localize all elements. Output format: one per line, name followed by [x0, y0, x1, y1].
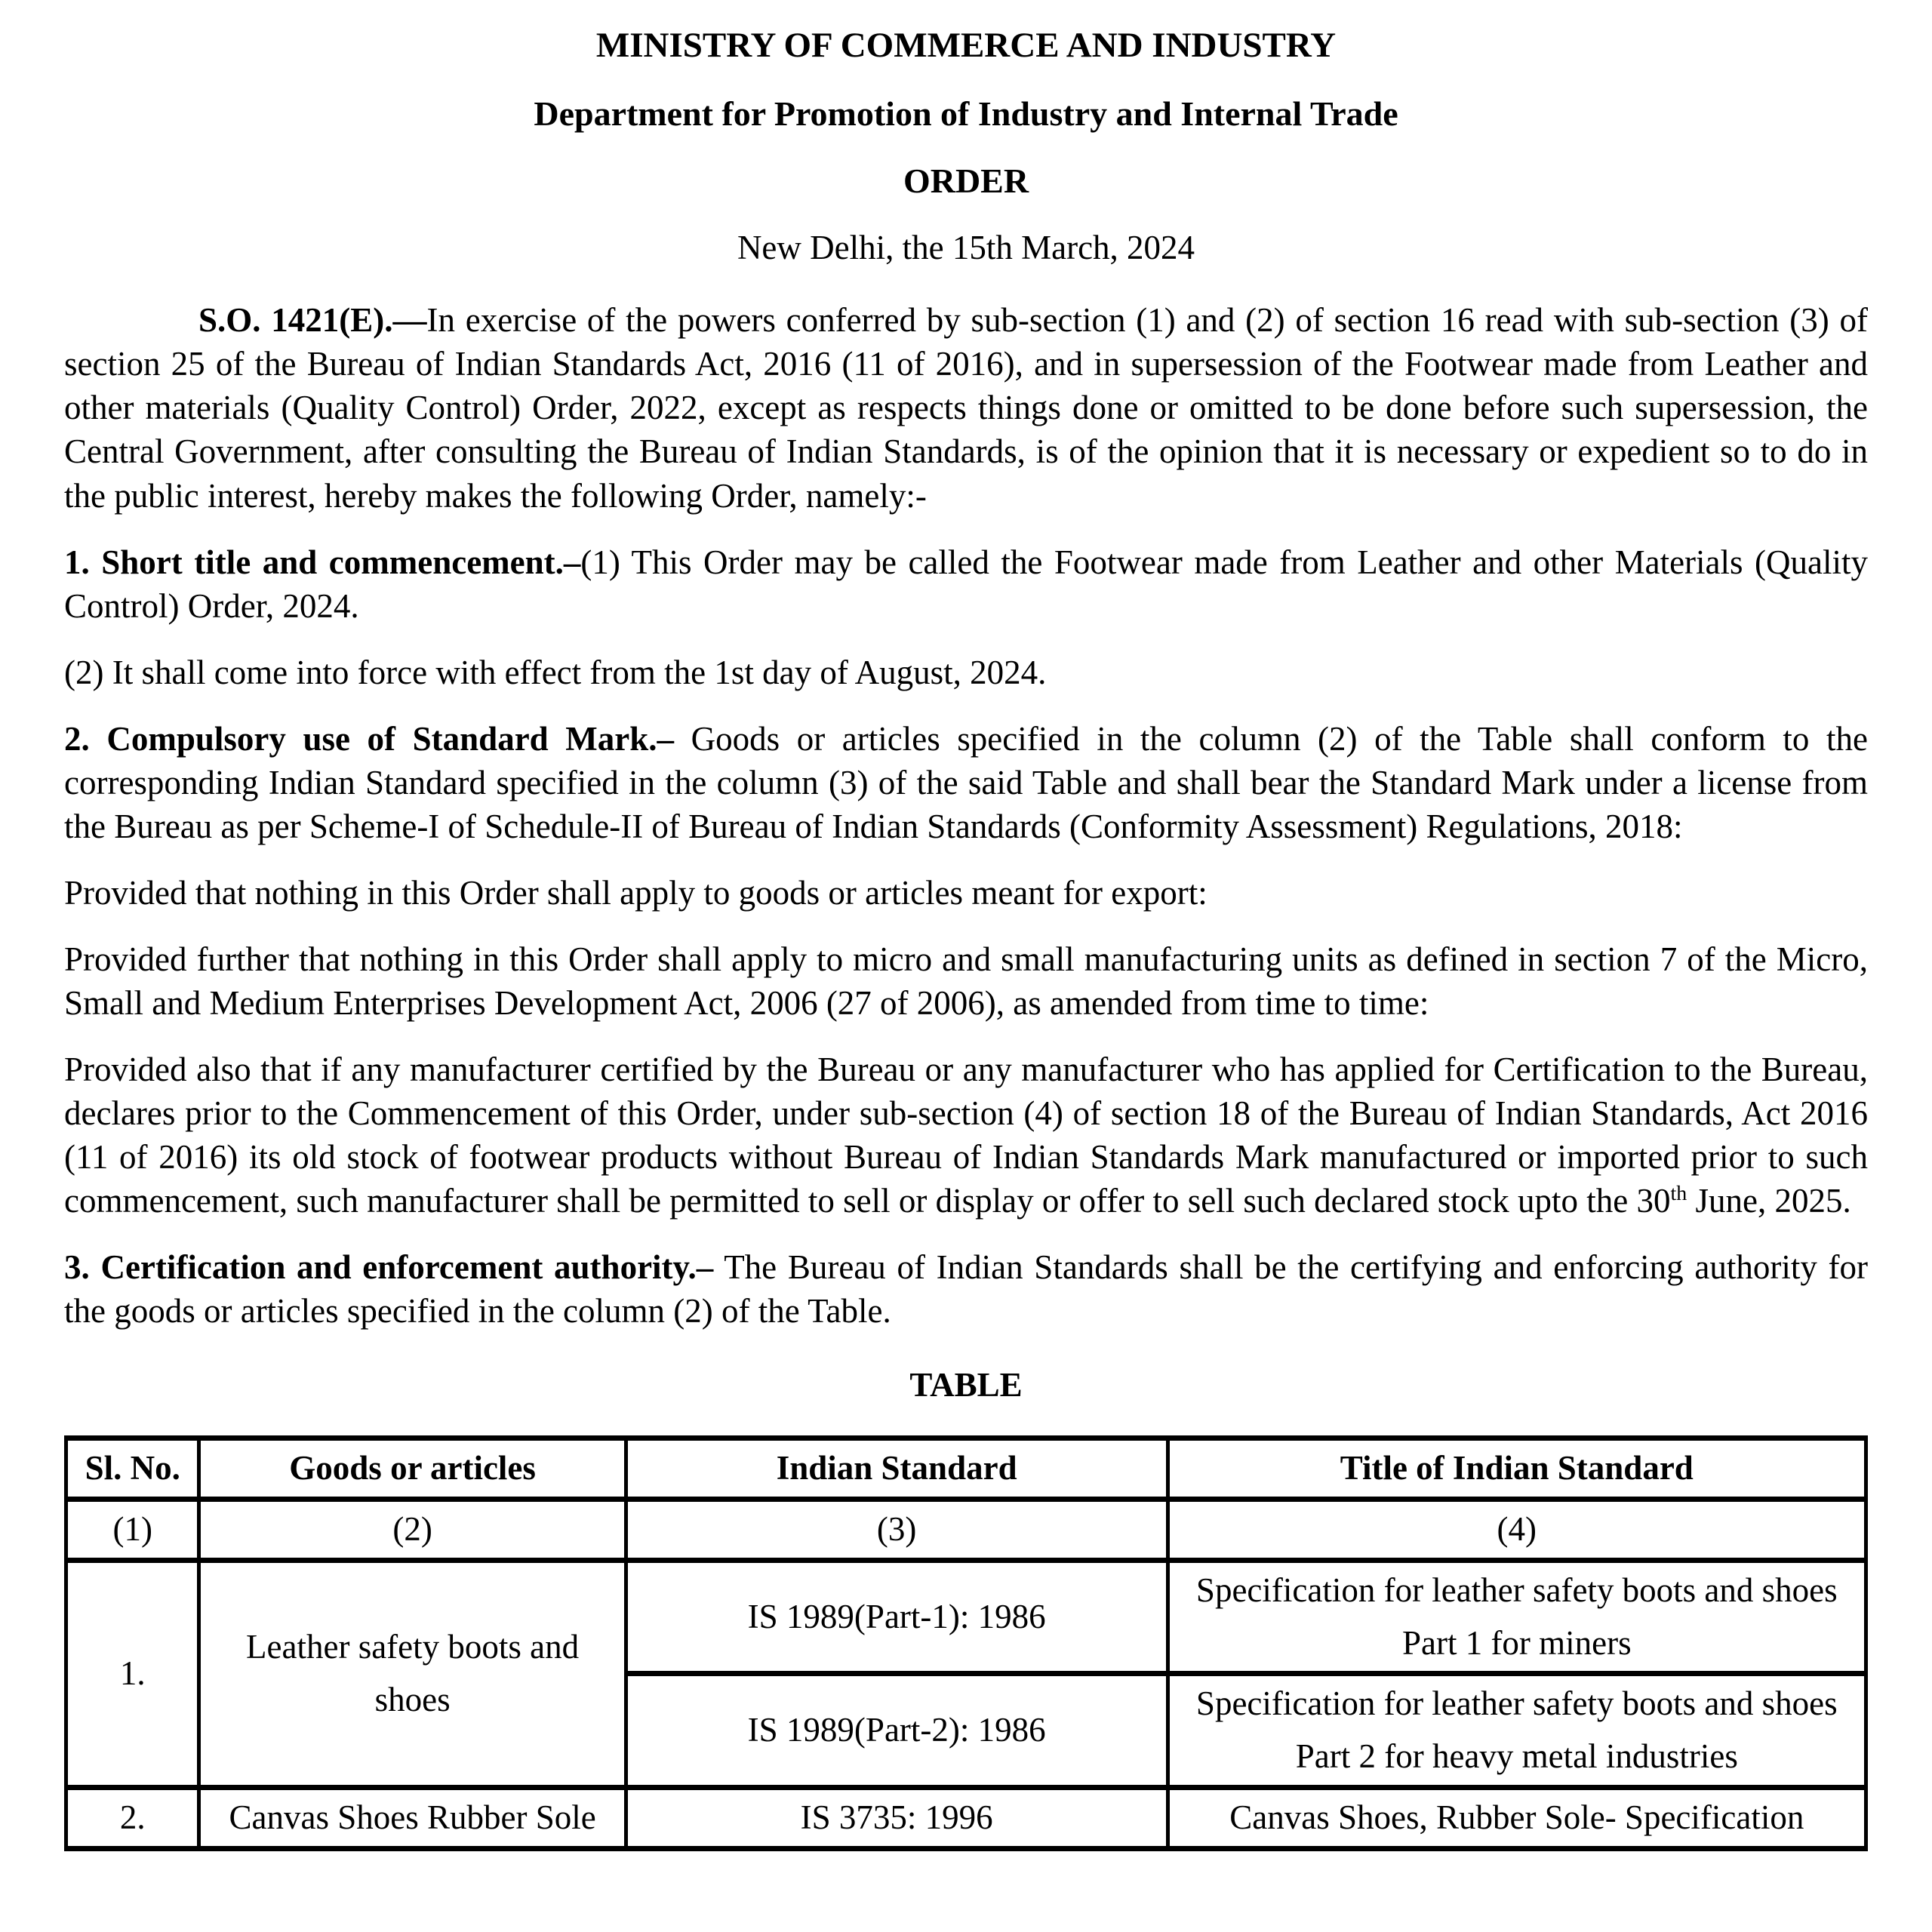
header-goods: Goods or articles [199, 1438, 626, 1500]
paragraph-so-1421 [64, 298, 1868, 517]
row1-goods: Leather safety boots and shoes [199, 1560, 626, 1787]
paragraph-proviso-old-stock [64, 1048, 1868, 1223]
row1-standard-part2-code: IS 1989(Part-2): 1986 [626, 1674, 1168, 1788]
section-3-lead: 3. Certification and enforcement authority.– [64, 1248, 714, 1287]
table-header-row [66, 1438, 1866, 1500]
row1-standard-part2-title: Specification for leather safety boots and shoes Part 2 for heavy metal industries [1168, 1674, 1866, 1788]
ordinal-superscript: th [1670, 1182, 1687, 1206]
header-indian-standard: Indian Standard [626, 1438, 1168, 1500]
so-body-text: In exercise of the powers conferred by sub-section (1) and (2) of section 16 read with sub-section (3) of section 25 of the Bureau of Indian Standards Act, 2016 (11 of 2016), and in supersession of the Footwear made from Leather and other materials (Quality Control) Order, 2022, except as respects things done or omitted to be done before such supersession, the Central Government, after consulting the Bureau of Indian Standards, is of the opinion that it is necessary or expedient so to do in the public interest, hereby makes the following Order, namely:- [64, 301, 1869, 515]
department-title: Department for Promotion of Industry and Internal Trade [534, 94, 1398, 133]
col-number-2: (2) [199, 1500, 626, 1561]
paragraph-section-2 [64, 717, 1868, 848]
row2-sl-no: 2. [66, 1787, 199, 1848]
order-heading: ORDER [903, 161, 1029, 200]
proviso-old-stock-tail: June, 2025. [1687, 1182, 1851, 1220]
section-1-lead: 1. Short title and commencement.– [64, 543, 581, 581]
row2-standard-title: Canvas Shoes, Rubber Sole- Specification [1168, 1787, 1866, 1848]
row1-sl-no: 1. [66, 1560, 199, 1787]
paragraph-section-3 [64, 1245, 1868, 1333]
so-number-lead: S.O. 1421(E).— [198, 301, 427, 340]
section-2-body: Goods or articles specified in the column (2) of the Table shall conform to the corresponding Indian Standard specified in the column (3) of the said Table and shall bear the Standard Mark under a license from the Bureau as per Scheme-I of Schedule-II of Bureau of Indian Standards (Conformity Assessment) Regulations, 2018: [64, 719, 1868, 845]
table-heading: TABLE [909, 1366, 1023, 1404]
row2-standard-code: IS 3735: 1996 [626, 1787, 1168, 1848]
dateline: New Delhi, the 15th March, 2024 [737, 229, 1195, 267]
header-title-of-standard: Title of Indian Standard [1168, 1438, 1866, 1500]
col-number-1: (1) [66, 1500, 199, 1561]
section-1-body: (1) This Order may be called the Footwear made from Leather and other Materials (Quality Control) Order, 2024. [64, 543, 1868, 625]
row1-standard-part1-title: Specification for leather safety boots and shoes Part 1 for miners [1168, 1560, 1866, 1674]
ministry-title: MINISTRY OF COMMERCE AND INDUSTRY [595, 26, 1337, 65]
col-number-3: (3) [626, 1500, 1168, 1561]
paragraph-section-1-sub-2: (2) It shall come into force with effect from the 1st day of August, 2024. [64, 653, 1047, 691]
standards-table [64, 1435, 1868, 1850]
paragraph-proviso-export: Provided that nothing in this Order shall apply to goods or articles meant for export: [64, 873, 1208, 912]
section-3-body: The Bureau of Indian Standards shall be the certifying and enforcing authority for the goods or articles specified in the column (2) of the Table. [64, 1248, 1868, 1331]
row1-standard-part1-code: IS 1989(Part-1): 1986 [626, 1560, 1168, 1674]
table-row-1a [66, 1560, 1866, 1674]
paragraph-proviso-msme: Provided further that nothing in this Order shall apply to micro and small manufacturing units as defined in section 7 of the Micro, Small and Medium Enterprises Development Act, 2006 (27 of 2006), as amended from time to time: [64, 940, 1868, 1022]
section-2-lead: 2. Compulsory use of Standard Mark.– [64, 719, 675, 758]
col-number-4: (4) [1168, 1500, 1866, 1561]
table-column-number-row [66, 1500, 1866, 1561]
table-row-2 [66, 1787, 1866, 1848]
proviso-old-stock-text: Provided also that if any manufacturer certified by the Bureau or any manufacturer who has applied for Certification to the Bureau, declares prior to the Commencement of this Order, under sub-section (4) of section 18 of the Bureau of Indian Standards, Act 2016 (11 of 2016) its old stock of footwear products without Bureau of Indian Standards Mark manufactured or imported prior to such commencement, such manufacturer shall be permitted to sell or display or offer to sell such declared stock upto the 30 [64, 1050, 1868, 1220]
header-sl-no: Sl. No. [66, 1438, 199, 1500]
paragraph-section-1 [64, 540, 1868, 628]
row2-goods: Canvas Shoes Rubber Sole [199, 1787, 626, 1848]
